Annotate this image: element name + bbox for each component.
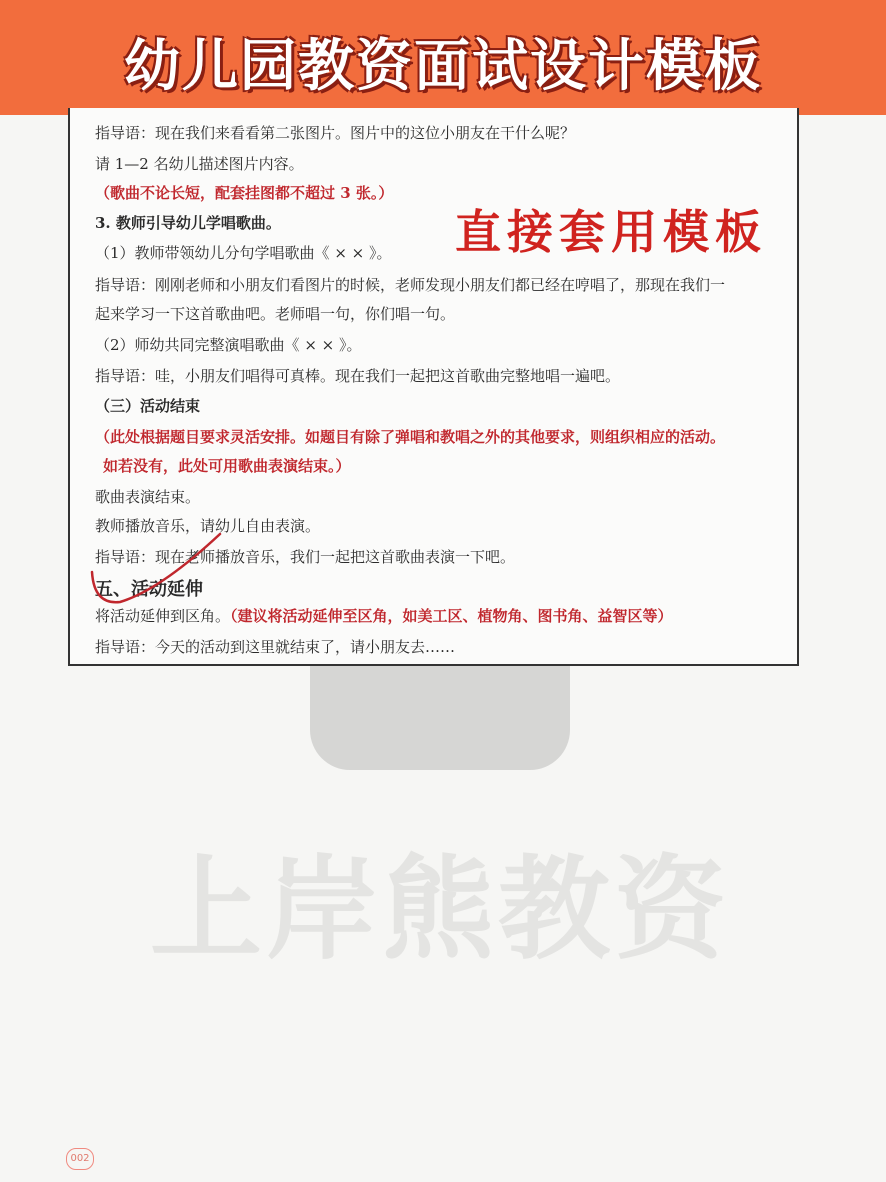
page-number: 002 [66,1148,94,1170]
red-tick-mark-icon [80,520,230,610]
text-line: 请 1—2 名幼儿描述图片内容。 [95,155,304,173]
red-note: （此处根据题目要求灵活安排。如题目有除了弹唱和教唱之外的其他要求，则组织相应的活动。 [95,428,726,446]
guide-line: 指导语：哇，小朋友们唱得可真棒。现在我们一起把这首歌曲完整地唱一遍吧。 [95,367,621,385]
guide-line: 指导语：刚刚老师和小朋友们看图片的时候，老师发现小朋友们都已经在哼唱了，那现在我们一 [95,276,726,294]
stamp-text: 直接套用模板 [455,205,767,259]
text-line: （2）师幼共同完整演唱歌曲《 × × 》。 [95,336,362,354]
title-banner [0,0,886,115]
text-line: （1）教师带领幼儿分句学唱歌曲《 × × 》。 [95,244,392,262]
text-line: 起来学习一下这首歌曲吧。老师唱一句，你们唱一句。 [95,305,456,323]
text-line: 教师播放音乐，请幼儿自由表演。 [95,517,321,535]
banner-title: 幼儿园教资面试设计模板 [124,34,762,99]
section-heading: 五、活动延伸 [95,579,203,600]
section-heading: （三）活动结束 [95,397,201,415]
section-heading: 3. 教师引导幼儿学唱歌曲。 [95,214,281,232]
text-segment: 将活动延伸到区角。 [95,607,231,625]
text-line: 歌曲表演结束。 [95,488,201,506]
guide-line: 指导语：今天的活动到这里就结束了，请小朋友去…… [95,638,456,656]
guide-line: 指导语：现在我们来看看第二张图片。图片中的这位小朋友在干什么呢？ [95,124,576,142]
red-note: 如若没有，此处可用歌曲表演结束。） [103,457,351,475]
red-note: （建议将活动延伸至区角，如美工区、植物角、图书角、益智区等） [230,607,673,625]
guide-line: 指导语：现在老师播放音乐，我们一起把这首歌曲表演一下吧。 [95,548,516,566]
red-note: （歌曲不论长短，配套挂图都不超过 3 张。） [95,184,394,202]
watermark-text: 上岸熊教资 [150,845,730,975]
